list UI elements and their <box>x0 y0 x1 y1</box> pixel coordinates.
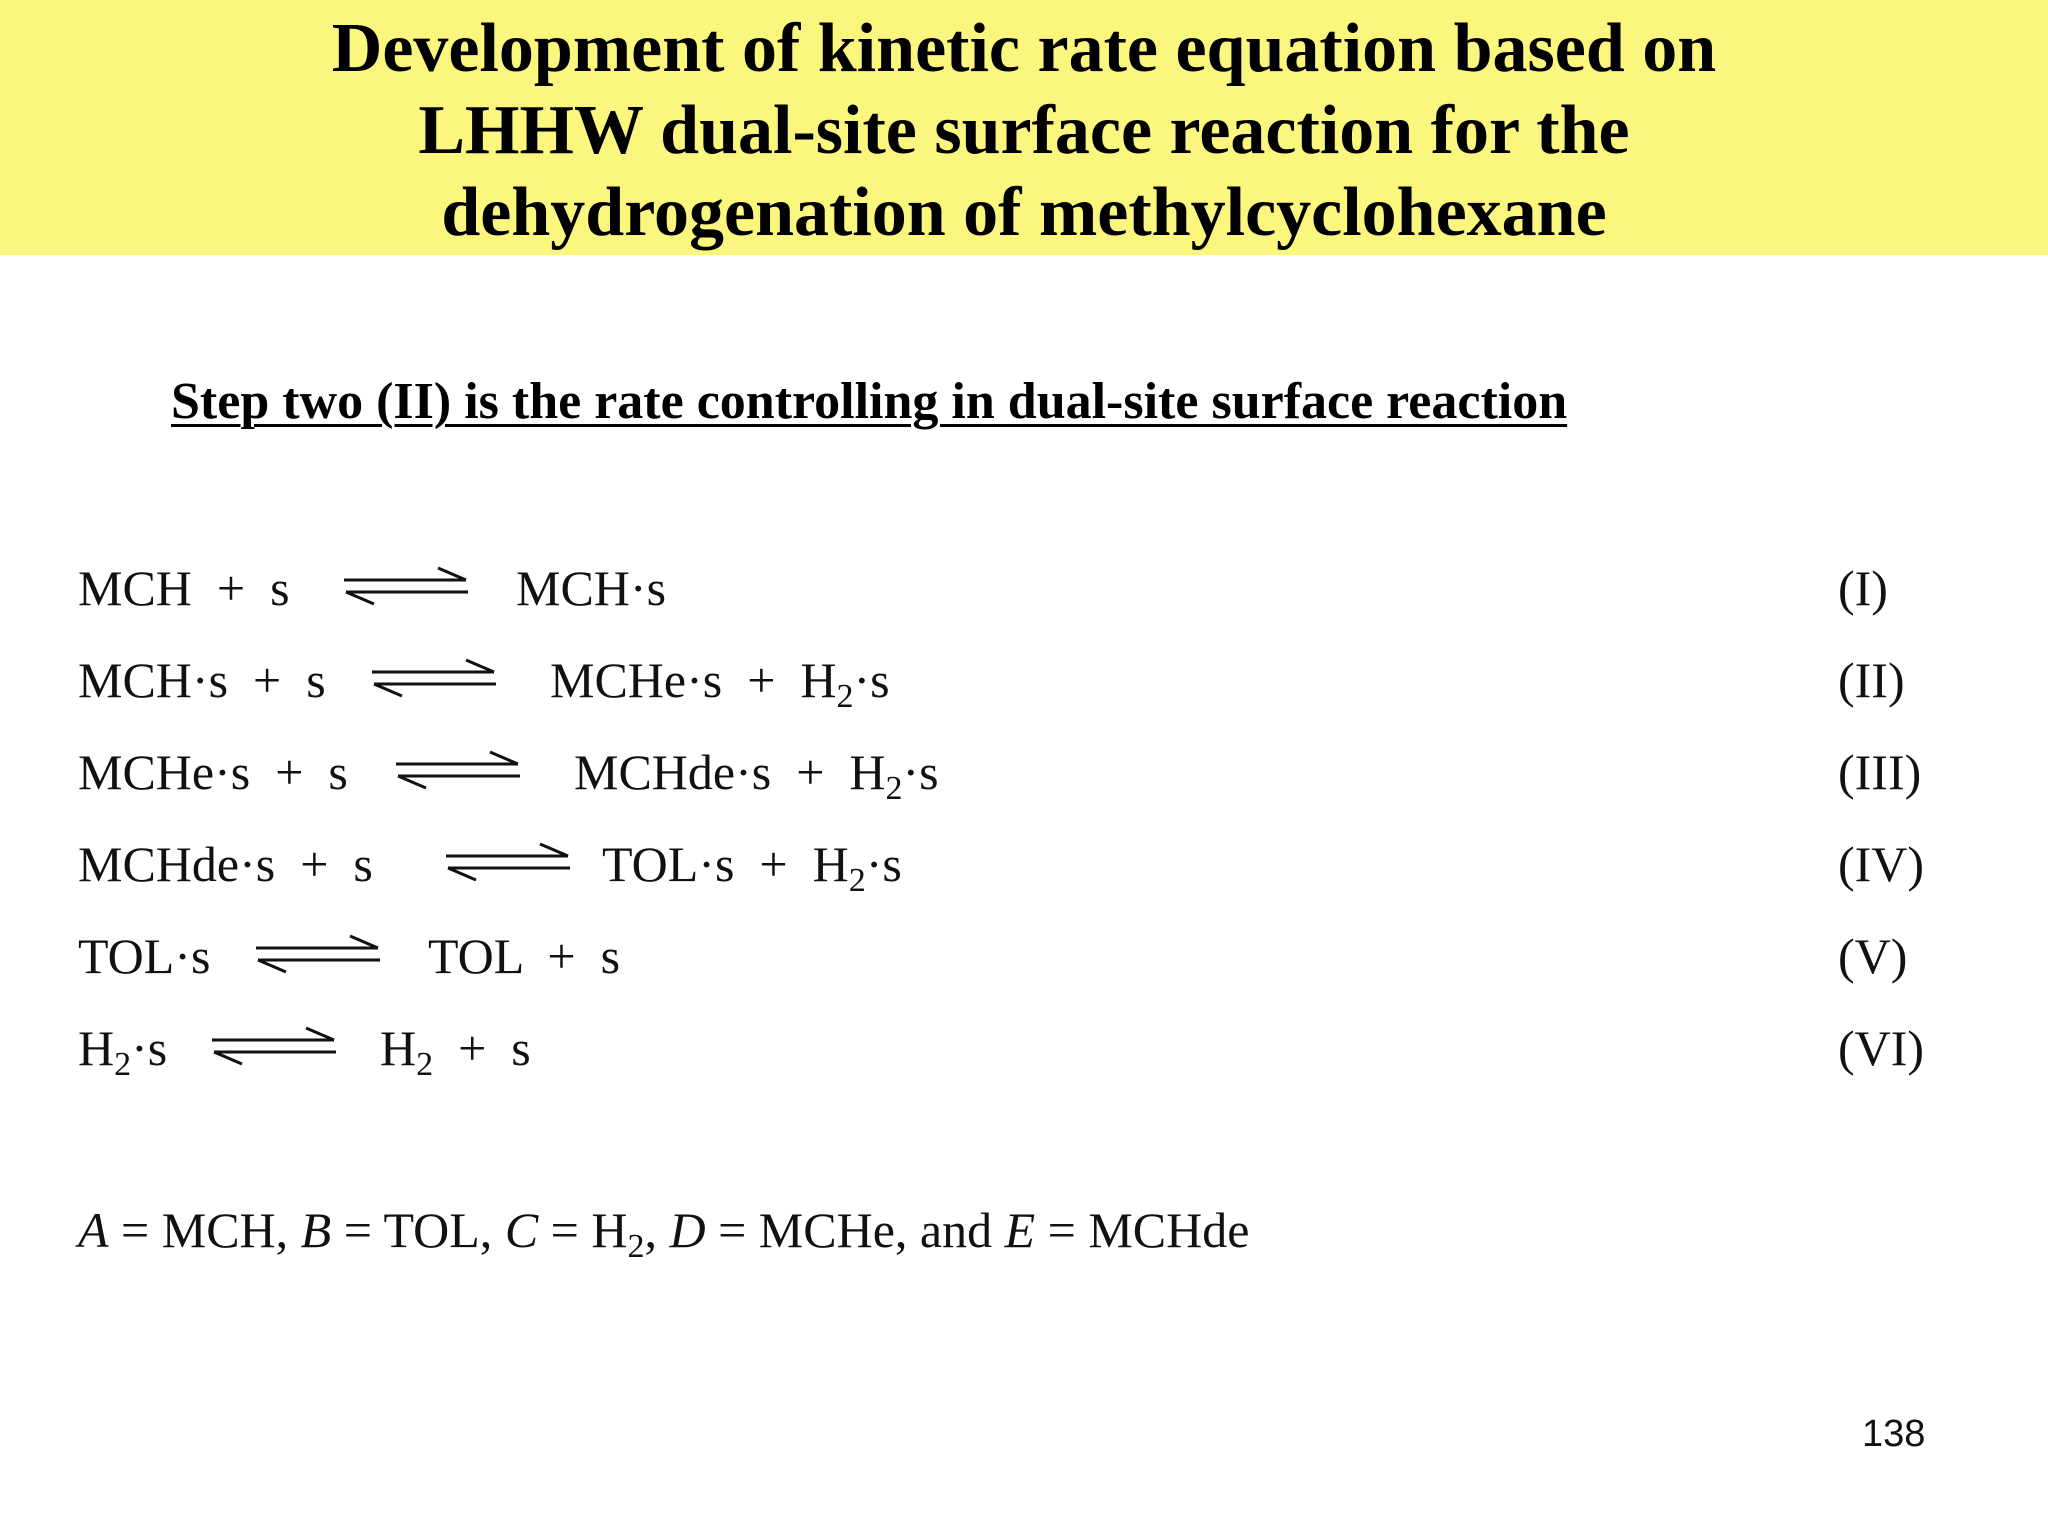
def-d-value: = MCHe, and <box>705 1202 1005 1258</box>
title-line-2: LHHW dual-site surface reaction for the <box>418 92 1630 169</box>
eq3-rhs-b: ·s <box>902 744 939 800</box>
equation-4-label: (IV) <box>1838 836 1925 892</box>
equilibrium-arrow-icon <box>210 1026 338 1066</box>
eq4-rhs-b: ·s <box>865 836 902 892</box>
equation-2-lhs <box>78 650 326 710</box>
equilibrium-arrow-icon <box>370 658 498 698</box>
title-banner <box>0 0 2048 255</box>
equation-2-rhs <box>550 650 890 715</box>
def-c-sub: 2 <box>627 1228 645 1265</box>
title-line-1: Development of kinetic rate equation based on <box>331 10 1717 87</box>
eq4-lhs-text: MCHde·s + s <box>78 836 373 892</box>
eq4-rhs-sub: 2 <box>848 862 866 899</box>
eq1-lhs-text: MCH + s <box>78 560 290 616</box>
def-c-value-b: , <box>644 1202 670 1258</box>
eq2-rhs-b: ·s <box>853 652 890 708</box>
eq2-lhs-text: MCH·s + s <box>78 652 326 708</box>
equation-6-rhs <box>380 1018 531 1083</box>
eq6-lhs-b: ·s <box>131 1020 168 1076</box>
eq6-rhs-a: H <box>380 1020 417 1076</box>
def-c-value-a: = H <box>538 1202 628 1258</box>
title-line-3: dehydrogenation of methylcyclohexane <box>441 174 1607 251</box>
eq3-rhs-sub: 2 <box>885 770 903 807</box>
eq5-rhs-text: TOL + s <box>428 928 621 984</box>
equation-6-label: (VI) <box>1838 1020 1925 1076</box>
subheading: Step two (II) is the rate controlling in dual-site surface reaction <box>171 373 1568 430</box>
def-b-value: = TOL, <box>331 1202 505 1258</box>
def-e-symbol: E <box>1004 1202 1036 1258</box>
equation-3-rhs <box>574 742 939 807</box>
equation-3-lhs <box>78 742 348 802</box>
eq2-rhs-a: MCHe·s + H <box>550 652 837 708</box>
def-d-symbol: D <box>669 1202 706 1258</box>
equation-1-label: (I) <box>1838 560 1888 616</box>
eq4-rhs-a: TOL·s + H <box>602 836 849 892</box>
eq3-lhs-text: MCHe·s + s <box>78 744 348 800</box>
def-e-value: = MCHde <box>1035 1202 1250 1258</box>
page-number: 138 <box>1862 1413 1926 1455</box>
eq3-rhs-a: MCHde·s + H <box>574 744 886 800</box>
equation-4-lhs <box>78 834 373 894</box>
equation-1-lhs <box>78 558 290 618</box>
equation-1-rhs <box>516 558 666 618</box>
eq1-rhs-text: MCH·s <box>516 560 667 616</box>
equation-3-label: (III) <box>1838 744 1922 800</box>
equation-5-lhs <box>78 926 210 986</box>
eq2-rhs-sub: 2 <box>836 678 854 715</box>
def-a-value: = MCH, <box>108 1202 301 1258</box>
def-b-symbol: B <box>300 1202 332 1258</box>
species-definitions <box>78 1200 1250 1265</box>
equilibrium-arrow-icon <box>394 750 522 790</box>
def-a-symbol: A <box>78 1202 109 1258</box>
equation-5-rhs <box>428 926 620 986</box>
def-c-symbol: C <box>504 1202 539 1258</box>
equilibrium-arrow-icon <box>342 566 470 606</box>
eq5-lhs-text: TOL·s <box>78 928 211 984</box>
equilibrium-arrow-icon <box>444 842 572 882</box>
equation-5-label: (V) <box>1838 928 1908 984</box>
equation-2-label: (II) <box>1838 652 1905 708</box>
eq6-rhs-b: + s <box>433 1020 531 1076</box>
eq6-lhs-a: H <box>78 1020 115 1076</box>
eq6-lhs-sub: 2 <box>114 1046 132 1083</box>
eq6-rhs-sub: 2 <box>416 1046 434 1083</box>
equilibrium-arrow-icon <box>254 934 382 974</box>
equation-4-rhs <box>602 834 902 899</box>
equation-6-lhs <box>78 1018 168 1083</box>
